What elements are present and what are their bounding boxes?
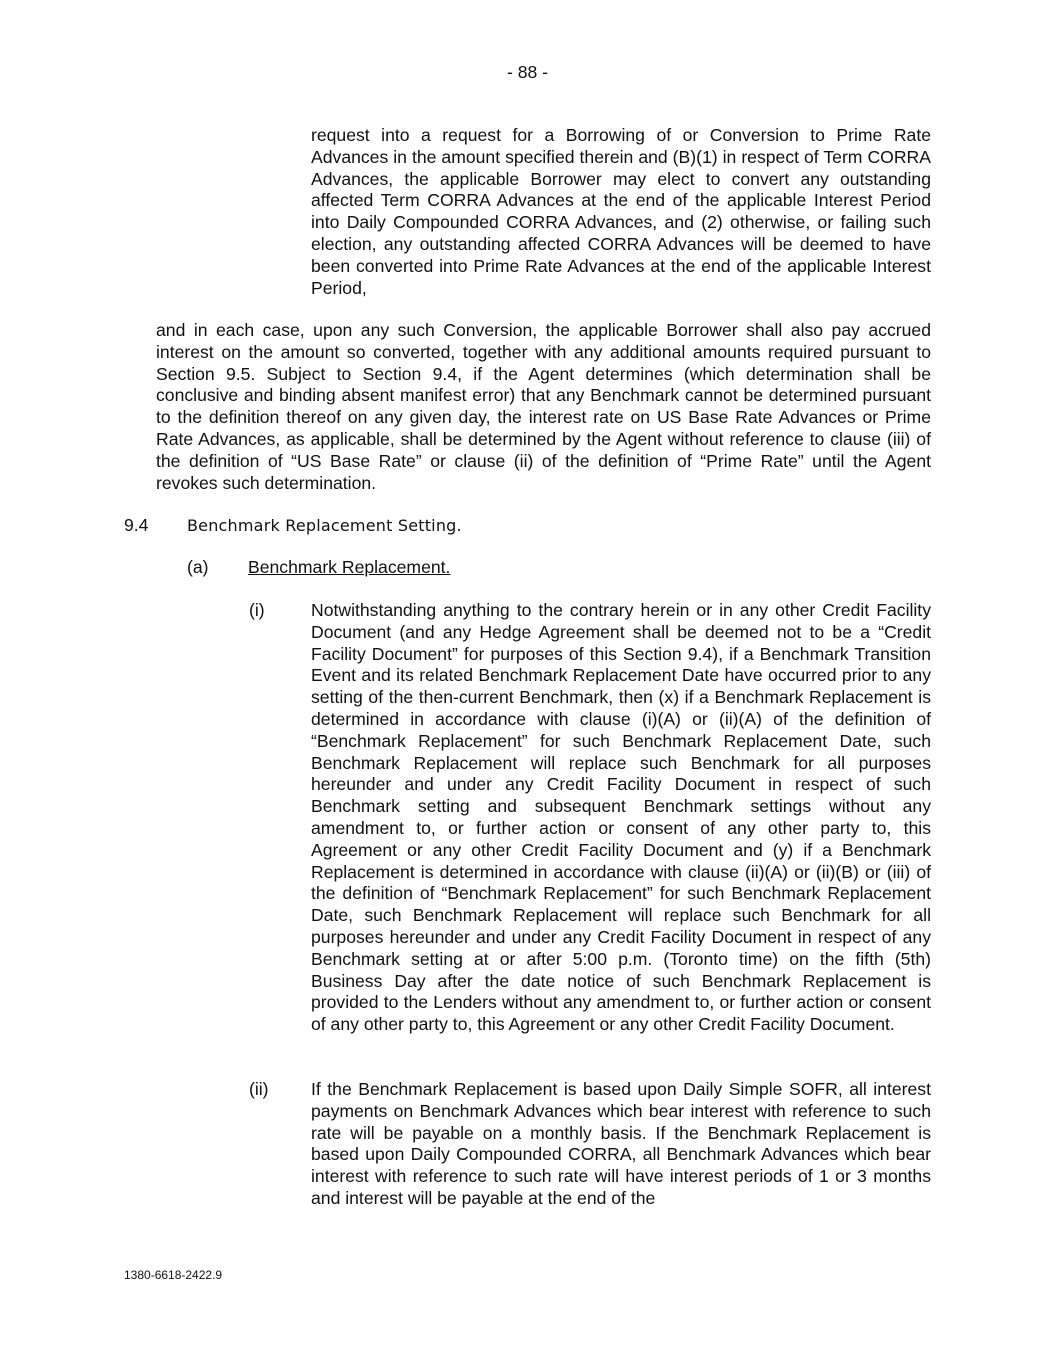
clause-text-i: Notwithstanding anything to the contrary herein or in any other Credit Facility Document (and any Hedge Agreement shall be deemed not to be a “Credit Facility Document” for purposes of this Section 9.4), if a Benchmark Transition Event and its related Benchmark Replacement Date have occurred prior to any setting of the then-current Benchmark, then (x) if a Benchmark Replacement is determined in accordance with clause (i)(A) or (ii)(A) of the definition of “Benchmark Replacement” for such Benchmark Replacement Date, such Benchmark Replacement will replace such Benchmark for all purposes hereunder and under any Credit Facility Document in respect of such Benchmark setting and subsequent Benchmark settings without any amendment to, or further action or consent of any other party to, this Agreement or any other Credit Facility Document and (y) if a Benchmark Replacement is determined in accordance with clause (ii)(A) or (ii)(B) or (iii) of the definition of “Benchmark Replacement” for such Benchmark Replacement Date, such Benchmark Replacement will replace such Benchmark for all purposes hereunder and under any Credit Facility Document in respect of any Benchmark setting at or after 5:00 p.m. (Toronto time) on the fifth (5th) Business Day after the date notice of such Benchmark Replacement is provided to the Lenders without any amendment to, or further action or consent of any other party to, this Agreement or any other Credit Facility Document. <box>311 600 931 1035</box>
page-number: - 88 - <box>506 62 549 82</box>
and-in-each-case-paragraph: and in each case, upon any such Conversion, the applicable Borrower shall also pay accrued interest on the amount so converted, together with any additional amounts required pursuant to Section 9.5. Subject to Section 9.4, if the Agent determines (which determination shall be conclusive and binding absent manifest error) that any Benchmark cannot be determined pursuant to the definition thereof on any given day, the interest rate on US Base Rate Advances or Prime Rate Advances, as applicable, shall be determined by the Agent without reference to clause (iii) of the definition of “US Base Rate” or clause (ii) of the definition of “Prime Rate” until the Agent revokes such determination. <box>156 320 931 493</box>
document-id: 1380-6618-2422.9 <box>124 1268 223 1282</box>
subsection-label: (a) <box>187 557 209 577</box>
clause-label-i: (i) <box>249 600 265 620</box>
clause-text-ii: If the Benchmark Replacement is based upon Daily Simple SOFR, all interest payments on Benchmark Advances which bear interest with reference to such rate will be payable on a monthly basis. If the Benchmark Replacement is based upon Daily Compounded CORRA, all Benchmark Advances which bear interest with reference to such rate will have interest periods of 1 or 3 months and interest will be payable at the end of the <box>311 1079 931 1208</box>
section-title: Benchmark Replacement Setting. <box>187 516 462 535</box>
continued-paragraph: request into a request for a Borrowing of or Conversion to Prime Rate Advances in the amount specified therein and (B)(1) in respect of Term CORRA Advances, the applicable Borrower may elect to convert any outstanding affected Term CORRA Advances at the end of the applicable Interest Period into Daily Compounded CORRA Advances, and (2) otherwise, or failing such election, any outstanding affected CORRA Advances will be deemed to have been converted into Prime Rate Advances at the end of the applicable Interest Period, <box>311 125 931 298</box>
clause-label-ii: (ii) <box>249 1079 269 1099</box>
section-number: 9.4 <box>124 515 149 535</box>
subsection-title: Benchmark Replacement. <box>248 557 451 577</box>
